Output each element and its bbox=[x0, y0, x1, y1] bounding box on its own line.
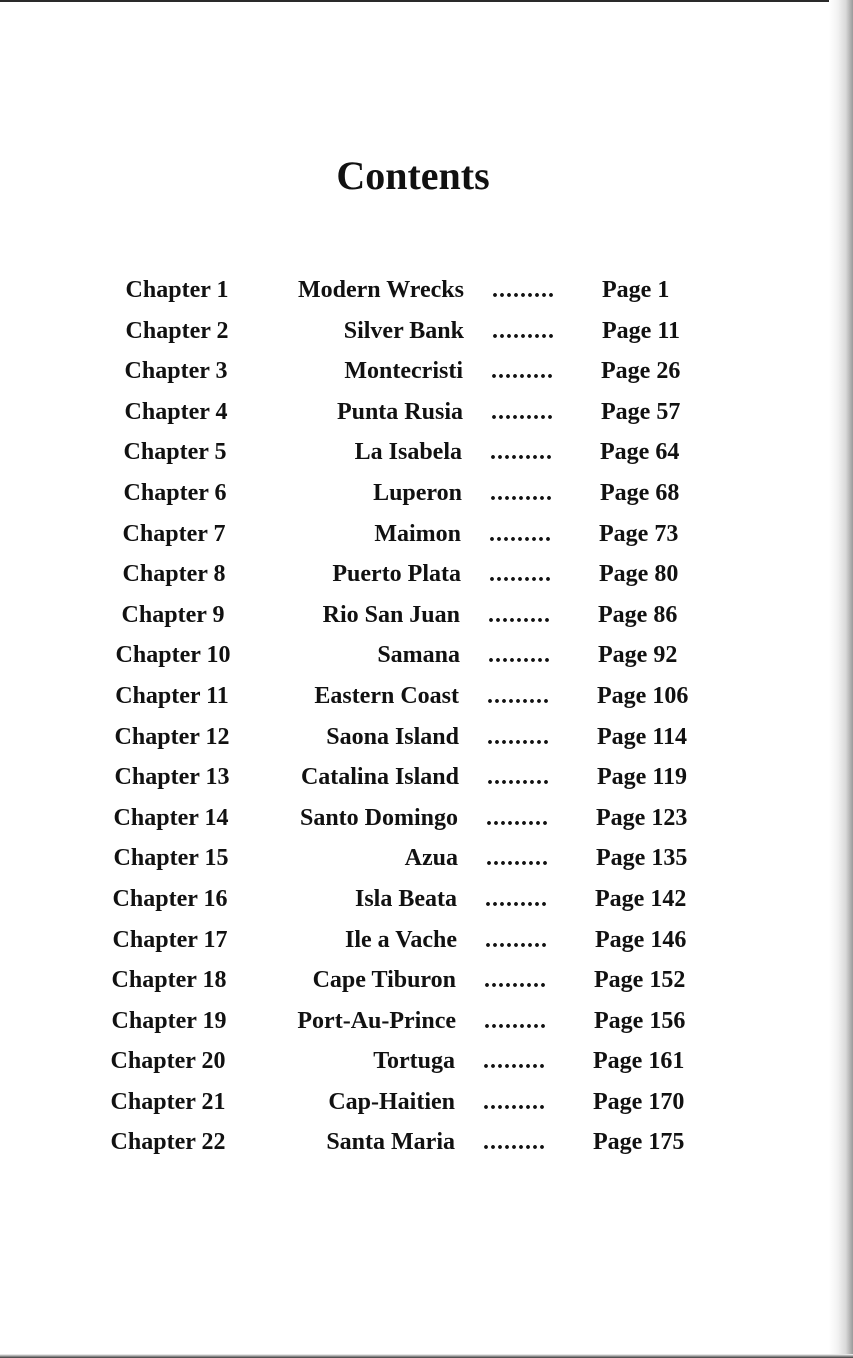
chapter-number: Chapter 16 bbox=[112, 885, 228, 912]
dot-leader: ......... bbox=[490, 439, 553, 466]
chapter-number: Chapter 4 bbox=[124, 398, 228, 425]
dot-leader: ......... bbox=[492, 317, 555, 344]
chapter-title: Eastern Coast bbox=[314, 682, 459, 709]
toc-entry bbox=[0, 920, 853, 961]
chapter-title: Ile a Vache bbox=[344, 926, 457, 953]
chapter-number: Chapter 8 bbox=[122, 561, 226, 588]
toc-entry bbox=[0, 514, 853, 555]
dot-leader: ......... bbox=[488, 642, 551, 669]
toc-entry bbox=[0, 311, 853, 352]
chapter-number: Chapter 3 bbox=[124, 358, 228, 385]
dot-leader: ......... bbox=[485, 926, 548, 953]
chapter-title: Punta Rusia bbox=[336, 398, 463, 425]
dot-leader: ......... bbox=[484, 967, 547, 994]
page-number: Page 1 bbox=[602, 277, 670, 303]
chapter-number: Chapter 21 bbox=[110, 1088, 226, 1115]
dot-leader: ......... bbox=[490, 479, 553, 506]
chapter-title: Modern Wrecks bbox=[298, 277, 464, 303]
toc-entry bbox=[0, 717, 853, 758]
page-number: Page 57 bbox=[601, 398, 681, 425]
page-bottom-edge bbox=[0, 1354, 853, 1358]
chapter-title: Silver Bank bbox=[343, 317, 464, 344]
page-number: Page 135 bbox=[596, 845, 688, 872]
chapter-number: Chapter 12 bbox=[114, 723, 230, 750]
chapter-title: Saona Island bbox=[326, 723, 459, 750]
toc-entry bbox=[0, 1001, 853, 1042]
page-number: Page 146 bbox=[595, 926, 687, 953]
chapter-title: Isla Beata bbox=[355, 885, 457, 912]
toc-entry bbox=[0, 432, 853, 473]
toc-entry bbox=[0, 757, 853, 798]
chapter-number: Chapter 9 bbox=[121, 601, 225, 628]
dot-leader: ......... bbox=[486, 804, 549, 831]
chapter-title: Cap-Haitien bbox=[328, 1088, 455, 1115]
page-number: Page 170 bbox=[593, 1088, 685, 1115]
page-number: Page 86 bbox=[598, 601, 678, 628]
chapter-number: Chapter 22 bbox=[110, 1129, 226, 1156]
dot-leader: ......... bbox=[491, 358, 554, 385]
dot-leader: ......... bbox=[489, 561, 552, 588]
dot-leader: ......... bbox=[487, 723, 550, 750]
page-number: Page 11 bbox=[602, 317, 680, 344]
chapter-title: Montecristi bbox=[344, 358, 463, 385]
page-number: Page 114 bbox=[597, 723, 687, 750]
dot-leader: ......... bbox=[483, 1048, 546, 1075]
chapter-number: Chapter 20 bbox=[110, 1048, 226, 1075]
toc-entry bbox=[0, 960, 853, 1001]
chapter-number: Chapter 11 bbox=[115, 682, 229, 709]
dot-leader: ......... bbox=[489, 520, 552, 547]
toc-entry bbox=[0, 1041, 853, 1082]
dot-leader: ......... bbox=[487, 764, 550, 791]
chapter-title: Maimon bbox=[374, 520, 461, 547]
dot-leader: ......... bbox=[483, 1088, 546, 1115]
toc-entry bbox=[0, 392, 853, 433]
chapter-number: Chapter 6 bbox=[123, 479, 227, 506]
chapter-number: Chapter 10 bbox=[115, 642, 231, 669]
chapter-title: Rio San Juan bbox=[322, 601, 460, 628]
toc-entry bbox=[0, 270, 853, 311]
toc-entry bbox=[0, 838, 853, 879]
toc-entry bbox=[0, 879, 853, 920]
toc-entry bbox=[0, 554, 853, 595]
chapter-number: Chapter 14 bbox=[113, 804, 229, 831]
page-number: Page 64 bbox=[600, 439, 680, 466]
chapter-title: Port-Au-Prince bbox=[297, 1007, 456, 1034]
dot-leader: ......... bbox=[486, 845, 549, 872]
dot-leader: ......... bbox=[487, 682, 550, 709]
chapter-number: Chapter 2 bbox=[125, 317, 229, 344]
chapter-title: Catalina Island bbox=[300, 764, 459, 791]
toc-entry bbox=[0, 798, 853, 839]
page-number: Page 80 bbox=[599, 561, 679, 588]
chapter-number: Chapter 18 bbox=[111, 967, 227, 994]
chapter-number: Chapter 5 bbox=[123, 439, 227, 466]
chapter-title: Santa Maria bbox=[326, 1129, 455, 1156]
dot-leader: ......... bbox=[484, 1007, 547, 1034]
toc-entry bbox=[0, 473, 853, 514]
chapter-title: Samana bbox=[377, 642, 460, 669]
toc-entry bbox=[0, 635, 853, 676]
chapter-title: La Isabela bbox=[354, 439, 462, 466]
chapter-number: Chapter 7 bbox=[122, 520, 226, 547]
page-number: Page 123 bbox=[596, 804, 688, 831]
chapter-title: Puerto Plata bbox=[332, 561, 461, 588]
page-number: Page 26 bbox=[601, 358, 681, 385]
page-title: Contents bbox=[336, 153, 490, 198]
chapter-title: Luperon bbox=[373, 479, 462, 506]
toc-entry bbox=[0, 595, 853, 636]
page-number: Page 142 bbox=[595, 885, 687, 912]
dot-leader: ......... bbox=[492, 277, 555, 303]
page-number: Page 73 bbox=[599, 520, 679, 547]
dot-leader: ......... bbox=[485, 885, 548, 912]
page-number: Page 152 bbox=[594, 967, 686, 994]
page-top-edge bbox=[0, 0, 853, 2]
page-number: Page 161 bbox=[593, 1048, 685, 1075]
chapter-title: Azua bbox=[404, 845, 458, 872]
chapter-number: Chapter 1 bbox=[125, 277, 229, 303]
page-number: Page 68 bbox=[600, 479, 680, 506]
dot-leader: ......... bbox=[491, 398, 554, 425]
page-number: Page 119 bbox=[597, 764, 687, 791]
toc-entry bbox=[0, 1082, 853, 1123]
dot-leader: ......... bbox=[488, 601, 551, 628]
toc-entry bbox=[0, 1122, 853, 1163]
toc-entry bbox=[0, 351, 853, 392]
chapter-number: Chapter 19 bbox=[111, 1007, 227, 1034]
page-number: Page 175 bbox=[593, 1129, 685, 1156]
dot-leader: ......... bbox=[483, 1129, 546, 1156]
page-number: Page 156 bbox=[594, 1007, 686, 1034]
toc-entry bbox=[0, 676, 853, 717]
page-number: Page 92 bbox=[598, 642, 678, 669]
chapter-number: Chapter 15 bbox=[113, 845, 229, 872]
chapter-title: Cape Tiburon bbox=[312, 967, 456, 994]
table-of-contents bbox=[0, 270, 853, 1163]
chapter-title: Santo Domingo bbox=[299, 804, 458, 831]
chapter-number: Chapter 17 bbox=[112, 926, 228, 953]
chapter-number: Chapter 13 bbox=[114, 764, 230, 791]
page-number: Page 106 bbox=[597, 682, 689, 709]
chapter-title: Tortuga bbox=[373, 1048, 455, 1075]
